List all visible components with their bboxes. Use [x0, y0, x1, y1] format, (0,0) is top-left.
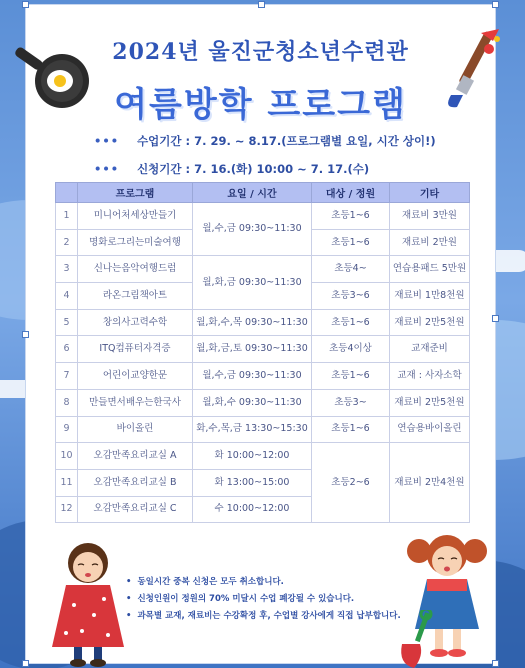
program-etc: 재료비 2만5천원 — [390, 309, 470, 336]
row-num: 12 — [56, 496, 78, 523]
header-program: 프로그램 — [78, 183, 193, 203]
program-table — [55, 182, 470, 523]
table-row — [56, 443, 470, 470]
program-name: 라온그림책아트 — [78, 283, 193, 310]
header-target: 대상 / 정원 — [312, 183, 390, 203]
table-row — [56, 389, 470, 416]
apply-text: 신청기간 : 7. 16.(화) 10:00 ~ 7. 17.(수) — [137, 162, 370, 176]
table-row — [56, 363, 470, 390]
apply-info — [94, 161, 369, 177]
row-num: 8 — [56, 389, 78, 416]
row-num: 11 — [56, 469, 78, 496]
note-item: • 동일시간 중복 신청은 모두 취소합니다. — [126, 575, 401, 587]
row-num: 1 — [56, 203, 78, 230]
program-time: 월,수,금 09:30~11:30 — [193, 203, 312, 256]
row-num: 7 — [56, 363, 78, 390]
table-row — [56, 309, 470, 336]
program-target: 초등2~6 — [312, 443, 390, 523]
row-num: 5 — [56, 309, 78, 336]
row-num: 4 — [56, 283, 78, 310]
program-target: 초등3~6 — [312, 283, 390, 310]
resize-handle[interactable] — [492, 315, 499, 322]
program-etc: 연습용패드 5만원 — [390, 256, 470, 283]
table-row — [56, 336, 470, 363]
program-target: 초등1~6 — [312, 363, 390, 390]
program-etc: 재료비 1만8천원 — [390, 283, 470, 310]
program-etc: 교재 : 사자소학 — [390, 363, 470, 390]
program-name: 오감만족요리교실 A — [78, 443, 193, 470]
program-target: 초등4이상 — [312, 336, 390, 363]
program-name: 만들면서배우는한국사 — [78, 389, 193, 416]
girl-red-dress-icon — [44, 535, 132, 668]
program-time: 월,화,금,토 09:30~11:30 — [193, 336, 312, 363]
program-time: 화,수,목,금 13:30~15:30 — [193, 416, 312, 443]
program-target: 초등1~6 — [312, 203, 390, 230]
program-time: 화 10:00~12:00 — [193, 443, 312, 470]
row-num: 2 — [56, 229, 78, 256]
program-name: 바이올린 — [78, 416, 193, 443]
program-time: 월,화,금 09:30~11:30 — [193, 256, 312, 309]
row-num: 3 — [56, 256, 78, 283]
bullet-dots: ••• — [94, 134, 120, 148]
period-info — [94, 133, 436, 149]
note-item: • 과목별 교재, 재료비는 수강확정 후, 수업별 강사에게 직접 납부합니다. — [126, 609, 401, 621]
program-etc: 재료비 2만4천원 — [390, 443, 470, 523]
program-name: 어린이교양한문 — [78, 363, 193, 390]
program-etc: 연습용바이올린 — [390, 416, 470, 443]
program-time: 수 10:00~12:00 — [193, 496, 312, 523]
program-target: 초등1~6 — [312, 416, 390, 443]
row-num: 10 — [56, 443, 78, 470]
resize-handle[interactable] — [258, 1, 265, 8]
row-num: 6 — [56, 336, 78, 363]
program-name: 창의사고력수학 — [78, 309, 193, 336]
resize-handle[interactable] — [492, 660, 499, 667]
resize-handle[interactable] — [22, 1, 29, 8]
table-row — [56, 416, 470, 443]
program-time: 월,수,금 09:30~11:30 — [193, 363, 312, 390]
program-name: 신나는음악여행드럼 — [78, 256, 193, 283]
notes-list — [126, 575, 401, 626]
bullet-dots: ••• — [94, 162, 120, 176]
resize-handle[interactable] — [22, 331, 29, 338]
table-row — [56, 256, 470, 283]
period-text: 수업기간 : 7. 29. ~ 8.17.(프로그램별 요일, 시간 상이!) — [137, 134, 436, 148]
header-etc: 기타 — [390, 183, 470, 203]
header-num — [56, 183, 78, 203]
table-header-row — [56, 183, 470, 203]
program-etc: 재료비 2만원 — [390, 229, 470, 256]
shovel-icon — [396, 610, 436, 668]
program-time: 월,화,수,목 09:30~11:30 — [193, 309, 312, 336]
program-time: 화 13:00~15:00 — [193, 469, 312, 496]
resize-handle[interactable] — [492, 1, 499, 8]
program-name: 오감만족요리교실 C — [78, 496, 193, 523]
program-name: 명화로그리는미술여행 — [78, 229, 193, 256]
program-target: 초등3~ — [312, 389, 390, 416]
program-etc: 재료비 3만원 — [390, 203, 470, 230]
header-time: 요일 / 시간 — [193, 183, 312, 203]
program-etc: 교재준비 — [390, 336, 470, 363]
row-num: 9 — [56, 416, 78, 443]
program-target: 초등1~6 — [312, 229, 390, 256]
page-subtitle: 여름방학 프로그램 — [114, 85, 407, 125]
program-name: ITQ컴퓨터자격증 — [78, 336, 193, 363]
program-time: 월,화,수 09:30~11:30 — [193, 389, 312, 416]
resize-handle[interactable] — [22, 660, 29, 667]
table-row — [56, 203, 470, 230]
page-title: 2024년 울진군청소년수련관 — [112, 39, 409, 65]
note-item: • 신청인원이 정원의 70% 미달시 수업 폐강될 수 있습니다. — [126, 592, 401, 604]
program-target: 초등4~ — [312, 256, 390, 283]
program-name: 오감만족요리교실 B — [78, 469, 193, 496]
program-name: 미니어처세상만들기 — [78, 203, 193, 230]
program-target: 초등1~6 — [312, 309, 390, 336]
program-etc: 재료비 2만5천원 — [390, 389, 470, 416]
flyer-page[interactable] — [25, 4, 496, 664]
